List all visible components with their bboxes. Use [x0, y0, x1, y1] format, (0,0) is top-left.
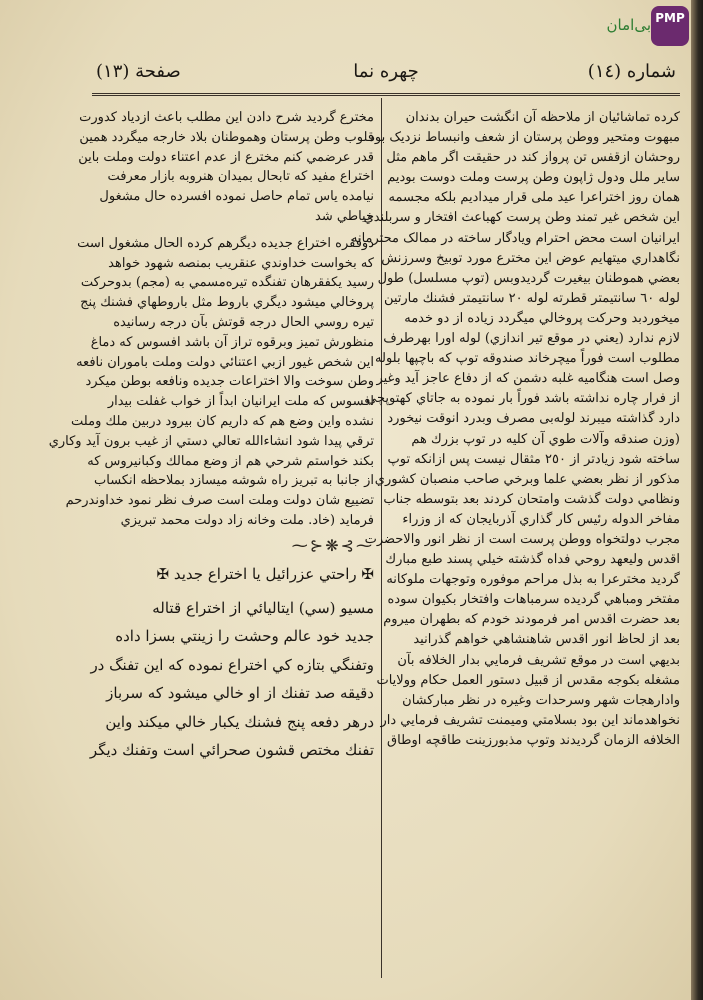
watermark	[589, 6, 689, 50]
watermark-logo-icon: PMP	[651, 6, 689, 46]
page-header	[96, 57, 676, 87]
text-line: مسیو (سي) ایتالیائي از اختراع قتاله	[152, 598, 374, 617]
text-line: ساخته شود زیادتر از ٢٥٠ مثقال نیست پس ازانکه توپ	[387, 451, 680, 467]
text-line: تضییع شان دولت وملت است صرف نظر نمود خداوندرحم	[65, 493, 374, 509]
text-line: وطن سوخت والا اختراعات جدیده ونافعه بوطن میکرد	[85, 374, 374, 390]
text-line: درهر دفعه پنج فشنك یکبار خالي میکند واین	[105, 712, 374, 731]
paragraph-2	[48, 234, 374, 531]
issue-number: شماره (١٤)	[587, 61, 676, 82]
text-line: گردید مخترعرا به بذل مراحم موفوره وتوجهات ملوکانه	[386, 572, 680, 588]
text-line: مذکور از نظر بعضي علما وبرخي صاحب منصبان کشوري	[374, 471, 680, 487]
text-line: کرده تماشائیان از ملاحظه آن انگشت حیران بدندان	[405, 110, 680, 125]
text-line: میخوردبد وحرکت پروخالي میگردد زیاده از دو خدمه	[404, 310, 680, 326]
text-line: بعد از لحاظ انور اقدس شاهنشاهي خواهم گذرانید	[413, 632, 680, 648]
text-line: مشغله بکوجه مقدس از قبیل دستور العمل حکام وولایات	[376, 672, 680, 688]
left-column	[48, 108, 374, 765]
text-line: نخواهدماند این بود بسلامتي ومیمنت تشریف فرمایي دار	[380, 712, 680, 728]
text-line: افسوس که ملت ایرانیان ابداً از خواب غفلت بیدار	[107, 394, 374, 410]
text-line: روحشان ازقفس تن پرواز کند در حقیقت اگر ماهم مثل	[386, 150, 680, 166]
text-line: لازم ندارد (یعني در موقع تیر اندازي) لوله اورا بهرطرف	[383, 331, 680, 347]
text-line: اقدس ولیعهد روحي فداه گذشته خیلي پسند طبع مبارك	[385, 552, 680, 568]
text-line: نگاهداري میتهایم عوض این مخترع مورد توبیخ وسرزنش	[381, 250, 680, 266]
text-line: مجرب دولتخواه ووطن پرست است از نظر انور والاحضرت	[364, 531, 680, 547]
header-rule	[92, 93, 680, 96]
text-line: لوله ٦٠ سانتیمتر قطرته لوله ٢٠ سانتیمتر فشنك مارتین	[383, 290, 680, 306]
text-line: نشده واین وضع هم که داریم کان بیرود دربین ملك وملت	[71, 413, 374, 429]
text-line: اختراع مفید که تابحال بمیدان هنروبه بازار معرفت	[107, 169, 374, 185]
text-line: فرماید (خاد. ملت وخانه زاد دولت محمد تبریزي	[120, 512, 374, 528]
text-line: تیره روسي الحال درجه قوتش بآن درجه رسانیده	[113, 314, 374, 330]
text-line: پروخالي میشود دیگري باروط مثل باروطهاي فشنك پنج	[80, 295, 374, 311]
text-line: تفنك مختص قشون صحرائي است وتفنك دیگر	[89, 741, 374, 760]
text-line: مخترع گردید شرح دادن این مطلب باعث ازدیاد کدورت	[79, 110, 374, 125]
paragraph-3	[80, 594, 374, 765]
text-line: این شخص غیور ازبي اعتنائي دولت وملت باموران نافعه	[76, 354, 374, 370]
text-line: مفتخر ومباهي گردیده سرمباهات وافتخار بکیوان سوده	[387, 592, 680, 608]
text-line: ایرانیان است محض احترام ویادگار ساخته در ممالک محترمانه	[351, 230, 680, 246]
text-line: قدر عرضمي کنم مخترع از عدم اعتناء دولت وملت باین	[78, 149, 374, 165]
binding-edge	[691, 0, 703, 1000]
newspaper-title: چهره نما	[353, 61, 419, 82]
text-line: (وزن صندقه وآلات طوي آن کلیه در توپ بزرك هم	[411, 431, 680, 447]
right-column	[351, 108, 680, 751]
section-ornament: ⁓⊱❋⊰⁓	[291, 535, 374, 555]
text-line: مبهوت ومتحیر ووطن پرستان از شعف وانبساط نزدیک بود	[369, 130, 680, 146]
text-line: از فرار چاره نداشته باشد فوراً بار نموده به جاتاي کهتوپچي	[366, 391, 680, 407]
text-line: جدید خود عالم وحشت را زینتي بسزا داده	[115, 627, 374, 646]
text-line: رسید یکفقرهان تفنگده تیره‌مسمي به (مجم) بدوحرکت	[80, 275, 374, 291]
section-title: ✠ راحتي عزرائیل یا اختراع جدید ✠	[156, 564, 374, 583]
page-number: صفحة (١٣)	[96, 61, 181, 82]
text-line: بعضي هموطنان بیغیرت گردیدوبس (توپ مسلسل) طول	[377, 270, 680, 286]
text-line: وصل است هنگامیه غلبه دشمن که از دفاع عاجز آید وغیر	[376, 371, 680, 387]
text-line: که بخواست خداوندي عنقریب بمنصه شهود خواهد	[108, 255, 374, 271]
paragraph-1	[80, 108, 374, 227]
text-line: سایر ملل ودول ژاپون وطن پرست وملت دوست بودیم	[387, 170, 680, 186]
text-line: نیامده یاس تمام حاصل نموده افسرده حال مشغول	[99, 189, 374, 205]
text-line: ونظامي دولت گذشت وامتحان کردند بعد بتوسطه جناب	[383, 491, 680, 507]
text-line: قلوب وطن پرستان وهموطنان بلاد خارجه میگردد همین	[79, 129, 374, 145]
text-line: از جانبا به تبریز راه شوشه میسازد بملاحظه انکساب	[94, 473, 374, 489]
text-line: بدیهي است در موقع تشریف فرمایي بدار الخلافه بآن	[397, 652, 680, 668]
text-line: وتفنگي بتازه کي اختراع نموده که این تفنگ در	[90, 655, 374, 674]
text-line: این شخص غیر تمند وطن پرست کهباعث افتخار و سربلندي	[363, 210, 680, 226]
text-line: همان روز اختراعرا عید ملی قرار میدادیم بلکه مجسمه	[388, 190, 680, 206]
text-line: منظورش تمیز وبرقوه تراز آن باشد افسوس که دماغ	[90, 334, 374, 350]
text-line: مطلوب است فوراً میچرخاند صندوقه توپ که باچپها بلوله	[375, 351, 680, 367]
text-line: بعد حضرت اقدس امر فرمودند خودم که بطهران میروم	[383, 612, 680, 628]
text-line: دقیقه صد تفنك از او خالي میشود که سرباز	[106, 684, 374, 703]
text-line: الخلافه الزمان گردیدند وتوپ مذبورزینت طاقچه اوطاق	[387, 732, 680, 748]
text-line: دارد گذاشته میبرند لوله‌بی مصرف وبدرد انوقت نیخورد	[387, 411, 680, 427]
text-line: خیاطي شد	[315, 208, 374, 224]
text-line: ترقي پیدا شود انشاءالله تعالي دستي از غیب برون آید وکاري	[48, 433, 374, 449]
text-line: دوفقره اختراع جدیده دیگرهم کرده الحال مشغول است	[77, 235, 374, 251]
text-line: بکند خواستم شرحي هم از وضع ممالك وکبانیروس که	[87, 453, 374, 469]
watermark-text: بی‌امان	[606, 16, 651, 34]
text-line: وادارهجات شهر وسرحدات وغیره در نظر مبارکشان	[402, 692, 680, 708]
text-line: مفاخر الدوله رئیس کار گذاري آذربایجان که از وزراء	[402, 511, 680, 527]
